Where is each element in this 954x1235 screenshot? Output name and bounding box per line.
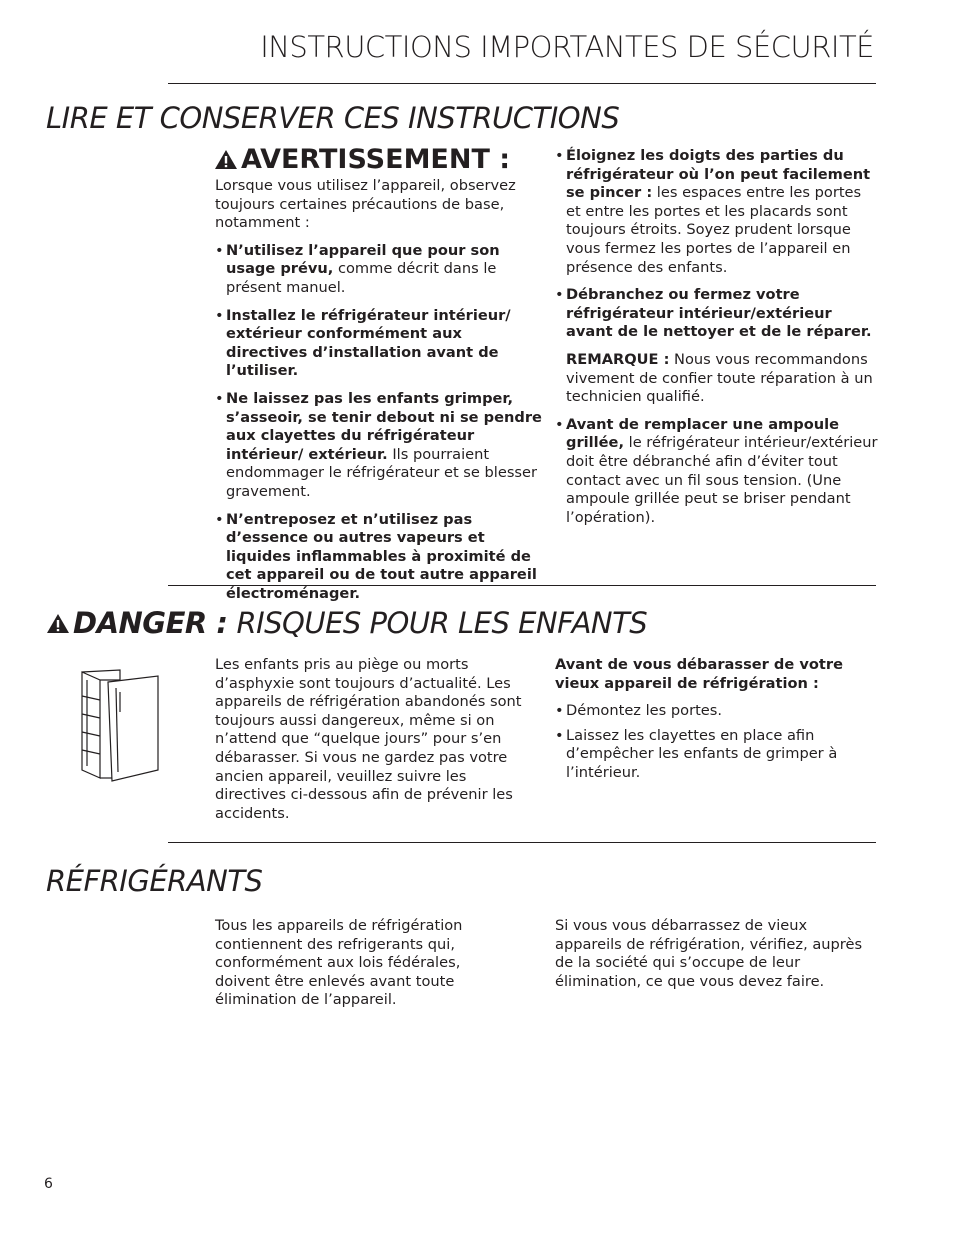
page-header-title: INSTRUCTIONS IMPORTANTES DE SÉCURITÉ bbox=[260, 30, 874, 64]
bullet: • bbox=[555, 415, 564, 433]
warning-triangle-icon bbox=[46, 613, 70, 634]
item-text: les espaces entre les portes et entre les portes et les placards sont toujours étroits. Soyez prudent lorsque vous fermez les portes de l’appareil en présence des enfants. bbox=[566, 184, 862, 276]
bullet: • bbox=[555, 726, 564, 744]
list-item bbox=[555, 727, 875, 783]
danger-left-text: Les enfants pris au piège ou morts d’asphyxie sont toujours d’actualité. Les appareils de réfrigération abandonés sont toujours aussi dangereux, même si on n’attend que “quelque jours” pour s’en débarasser. Si vous ne gardez pas votre ancien appareil, veuillez suivre les directives ci-dessous afin de prévenir les accidents. bbox=[215, 656, 522, 822]
item-bold-text: Éloignez les doigts des parties du réfrigérateur où l’on peut facilement se pincer : bbox=[566, 147, 871, 202]
refrigerants-right-text: Si vous vous débarrassez de vieux appareils de réfrigération, vérifiez, auprès de la société qui s’occupe de leur élimination, ce que vous devez faire. bbox=[555, 917, 863, 990]
item-text: Ils pourraient endommager le réfrigérateur et se blesser gravement. bbox=[226, 445, 538, 500]
bullet: • bbox=[215, 510, 224, 528]
list-item bbox=[555, 286, 880, 342]
item-bold-text: Installez le réfrigérateur intérieur/ extérieur conformément aux directives d’installation avant de l’utiliser. bbox=[226, 306, 511, 380]
bullet: • bbox=[215, 241, 224, 259]
item-text: le réfrigérateur intérieur/extérieur doit être débranché afin d’éviter tout contact avec un fil sous tension. (Une ampoule grillée peut se briser pendant l’opération). bbox=[566, 434, 878, 526]
item-bold-text: Ne laissez pas les enfants grimper, s’asseoir, se tenir debout ni se pendre aux clayettes du réfrigérateur intérieur/ extérieur. bbox=[226, 389, 542, 463]
item-bold-text: Avant de remplacer une ampoule grillée, bbox=[566, 415, 840, 452]
warning-right-column bbox=[555, 147, 880, 527]
danger-label: DANGER : bbox=[73, 606, 228, 640]
section-title-children: RISQUES POUR LES ENFANTS bbox=[236, 606, 648, 640]
warning-intro: Lorsque vous utilisez l’appareil, observez toujours certaines précautions de base, notamment : bbox=[215, 177, 516, 232]
bullet: • bbox=[215, 306, 224, 324]
remark-label: REMARQUE : bbox=[566, 350, 670, 368]
warning-heading bbox=[214, 144, 510, 175]
section-title-refrigerants: RÉFRIGÉRANTS bbox=[46, 864, 263, 898]
header-rule bbox=[168, 83, 876, 84]
refrigerator-illustration bbox=[78, 666, 162, 784]
refrigerants-left-text: Tous les appareils de réfrigération contiennent des refrigerants qui, conformément aux lois fédérales, doivent être enlevés avant toute élimination de l’appareil. bbox=[215, 917, 463, 1009]
section-divider bbox=[168, 585, 876, 586]
remark bbox=[555, 351, 880, 407]
list-item bbox=[555, 702, 875, 721]
warning-left-column bbox=[215, 177, 545, 603]
bullet: • bbox=[555, 147, 564, 164]
item-text: Laissez les clayettes en place afin d’empêcher les enfants de grimper à l’intérieur. bbox=[566, 726, 838, 781]
section-title-instructions: LIRE ET CONSERVER CES INSTRUCTIONS bbox=[46, 101, 620, 135]
disposal-heading: Avant de vous débarasser de votre vieux appareil de réfrigération : bbox=[555, 656, 843, 692]
list-item bbox=[215, 307, 545, 381]
remark-text: Nous vous recommandons vivement de confier toute réparation à un technicien qualifié. bbox=[566, 350, 873, 406]
list-item bbox=[555, 416, 880, 528]
list-item bbox=[215, 511, 545, 604]
item-bold-text: N’utilisez l’appareil que pour son usage prévu, bbox=[226, 241, 500, 278]
item-bold-text: Débranchez ou fermez votre réfrigérateur intérieur/extérieur avant de le nettoyer et de le réparer. bbox=[566, 286, 872, 341]
bullet: • bbox=[215, 389, 224, 407]
bullet: • bbox=[555, 702, 564, 720]
page-number: 6 bbox=[44, 1176, 53, 1192]
warning-label: AVERTISSEMENT : bbox=[241, 144, 511, 175]
danger-heading bbox=[46, 606, 647, 640]
item-text: Démontez les portes. bbox=[566, 702, 723, 720]
list-item bbox=[555, 147, 880, 277]
list-item bbox=[215, 390, 545, 502]
bullet: • bbox=[555, 286, 564, 304]
item-bold-text: N’entreposez et n’utilisez pas d’essence ou autres vapeurs et liquides inflammables à proximité de cet appareil ou de tout autre appareil électroménager. bbox=[226, 510, 537, 602]
danger-right-column bbox=[555, 656, 875, 783]
warning-triangle-icon bbox=[214, 149, 238, 170]
section-divider bbox=[168, 842, 876, 843]
list-item bbox=[215, 242, 545, 298]
item-text: comme décrit dans le présent manuel. bbox=[226, 260, 497, 296]
